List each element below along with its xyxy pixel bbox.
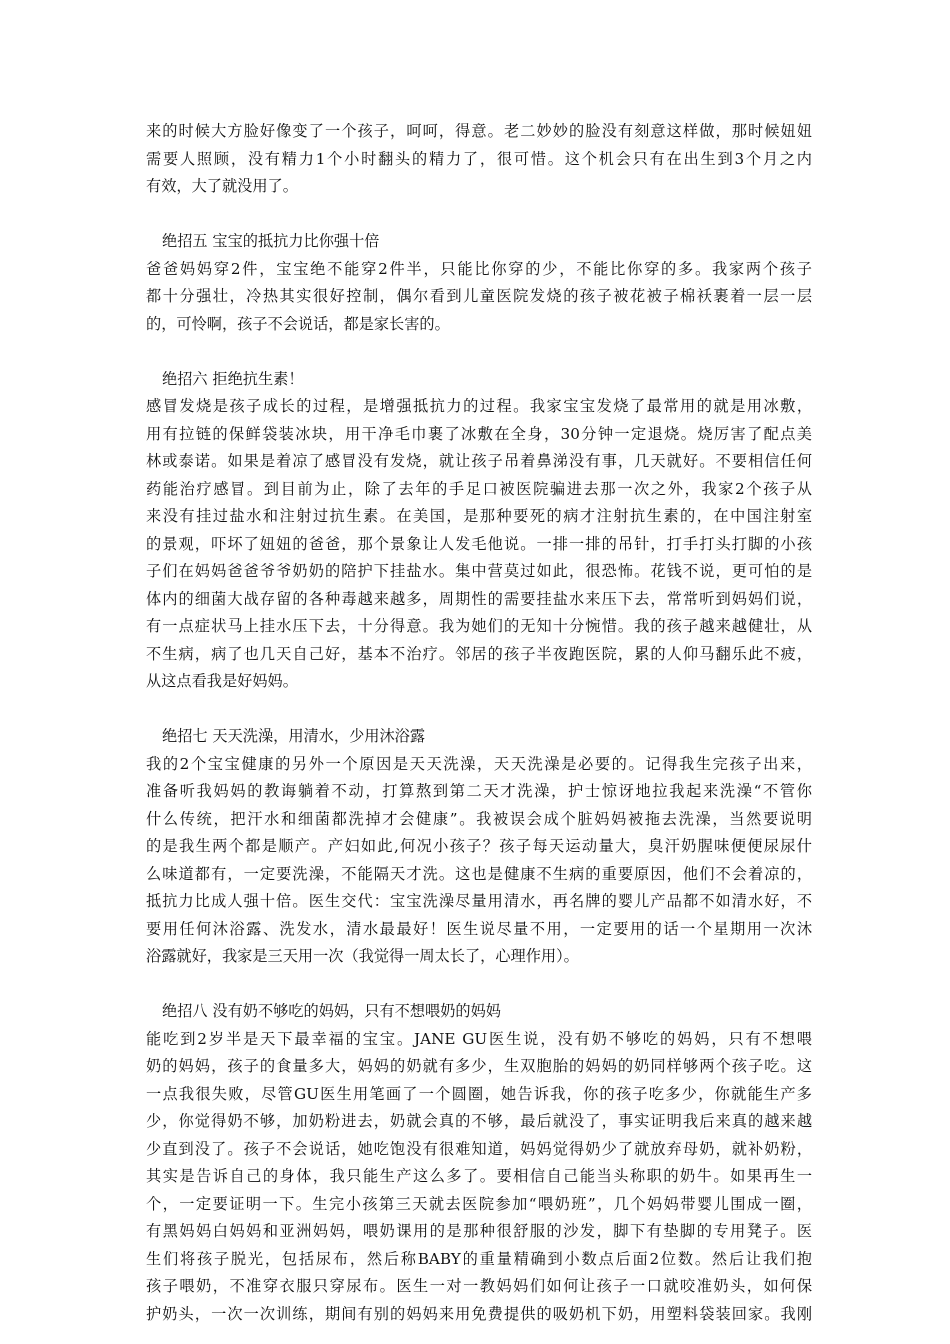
paragraph-spacer — [146, 971, 812, 999]
section-heading: 绝招八 没有奶不够吃的妈妈，只有不想喂奶的妈妈 — [162, 1002, 501, 1020]
text-line: 个，一定要证明一下。生完小孩第三天就去医院参加“喂奶班”，几个妈妈带婴儿围成一圈， — [146, 1194, 812, 1213]
text-line: 有一点症状马上挂水压下去，十分得意。我为她们的无知十分惋惜。我的孩子越来越健壮，从 — [146, 617, 812, 635]
text-line: 少，你觉得奶不够，加奶粉进去，奶就会真的不够，最后就没了，事实证明我后来真的越来越 — [146, 1112, 812, 1130]
text-line: 来的时候大方脸好像变了一个孩子，呵呵，得意。老二妙妙的脸没有刻意这样做，那时候妞妞 — [146, 122, 812, 140]
text-line: 的是我生两个都是顺产。产妇如此,何况小孩子？孩子每天运动量大，臭汗奶腥味便便尿尿什 — [146, 837, 812, 855]
text-line: 有黑妈妈白妈妈和亚洲妈妈，喂奶课用的是那种很舒服的沙发，脚下有垫脚的专用凳子。医 — [146, 1222, 812, 1240]
section-tip-5 — [146, 228, 812, 338]
section-tip-6 — [146, 366, 812, 696]
text-line: 从这点看我是好妈妈。 — [146, 672, 298, 690]
section-tip-8 — [146, 998, 812, 1328]
intro-paragraph — [146, 118, 812, 201]
text-line: 有效，大了就没用了。 — [146, 177, 298, 195]
text-line: 准备听我妈妈的教诲躺着不动，打算熬到第二天才洗澡，护士惊讶地拉我起来洗澡“不管你 — [146, 782, 812, 800]
text-line: 孩子喂奶，不准穿衣服只穿尿布。医生一对一教妈妈们如何让孩子一口就咬准奶头，如何保 — [146, 1277, 812, 1295]
text-line: 抵抗力比成人强十倍。医生交代：宝宝洗澡尽量用清水，再名牌的婴儿产品都不如清水好，不 — [146, 892, 812, 910]
section-heading: 绝招六 拒绝抗生素！ — [162, 369, 304, 388]
text-line: 感冒发烧是孩子成长的过程，是增强抵抗力的过程。我家宝宝发烧了最常用的就是用冰敷， — [146, 397, 812, 415]
paragraph-spacer — [146, 201, 812, 229]
text-line: 什么传统，把汗水和细菌都洗掉才会健康”。我被误会成个脏妈妈被拖去洗澡，当然要说明 — [146, 809, 812, 828]
text-line: 少直到没了。孩子不会说话，她吃饱没有很难知道，妈妈觉得奶少了就放弃母奶，就补奶粉， — [146, 1139, 812, 1158]
text-line: 需要人照顾，没有精力1个小时翻头的精力了，很可惜。这个机会只有在出生到3个月之内 — [146, 149, 812, 168]
paragraph-spacer — [146, 338, 812, 366]
text-line: 生们将孩子脱光，包括尿布，然后称BABY的重量精确到小数点后面2位数。然后让我们抱 — [146, 1249, 812, 1268]
text-line: 么味道都有，一定要洗澡，不能隔天才洗。这也是健康不生病的重要原因，他们不会着凉的， — [146, 864, 812, 883]
section-tip-7 — [146, 723, 812, 971]
text-line: 林或泰诺。如果是着凉了感冒没有发烧，就让孩子吊着鼻涕没有事，几天就好。不要相信任何 — [146, 452, 812, 470]
text-line: 奶的妈妈，孩子的食量多大，妈妈的奶就有多少，生双胞胎的妈妈的奶同样够两个孩子吃。这 — [146, 1057, 812, 1075]
section-heading: 绝招七 天天洗澡，用清水，少用沐浴露 — [162, 727, 426, 745]
text-line: 爸爸妈妈穿2件，宝宝绝不能穿2件半，只能比你穿的少，不能比你穿的多。我家两个孩子 — [146, 259, 812, 278]
text-line: 子们在妈妈爸爸爷爷奶奶的陪护下挂盐水。集中营莫过如此，很恐怖。花钱不说，更可怕的是 — [146, 562, 812, 580]
document-page — [146, 118, 812, 1328]
text-line: 要用任何沐浴露、洗发水，清水最最好！医生说尽量不用，一定要用的话一个星期用一次沐 — [146, 919, 812, 938]
text-line: 药能治疗感冒。到目前为止，除了去年的手足口被医院骗进去那一次之外，我家2个孩子从 — [146, 479, 812, 498]
section-heading: 绝招五 宝宝的抵抗力比你强十倍 — [162, 232, 380, 250]
text-line: 来没有挂过盐水和注射过抗生素。在美国，是那种要死的病才注射抗生素的，在中国注射室 — [146, 507, 812, 525]
paragraph-spacer — [146, 696, 812, 724]
text-line: 其实是告诉自己的身体，我只能生产这么多了。要相信自己能当头称职的奶牛。如果再生一 — [146, 1167, 812, 1185]
text-line: 的景观，吓坏了妞妞的爸爸，那个景象让人发毛他说。一排一排的吊针，打手打头打脚的小孩 — [146, 534, 812, 553]
text-line: 我的2个宝宝健康的另外一个原因是天天洗澡，天天洗澡是必要的。记得我生完孩子出来， — [146, 754, 812, 773]
text-line: 都十分强壮，冷热其实很好控制，偶尔看到儿童医院发烧的孩子被花被子棉袄裹着一层一层 — [146, 287, 812, 305]
text-line: 不生病，病了也几天自己好，基本不治疗。邻居的孩子半夜跑医院，累的人仰马翻乐此不疲， — [146, 644, 812, 663]
text-line: 护奶头，一次一次训练，期间有别的妈妈来用免费提供的吸奶机下奶，用塑料袋装回家。我刚 — [146, 1304, 812, 1323]
text-line: 用有拉链的保鲜袋装冰块，用干净毛巾裹了冰敷在全身，30分钟一定退烧。烧厉害了配点美 — [146, 424, 812, 443]
text-line: 浴露就好，我家是三天用一次（我觉得一周太长了，心理作用）。 — [146, 947, 579, 965]
text-line: 一点我很失败，尽管GU医生用笔画了一个圆圈，她告诉我，你的孩子吃多少，你就能生产多 — [146, 1084, 812, 1103]
text-line: 能吃到2岁半是天下最幸福的宝宝。JANE GU医生说，没有奶不够吃的妈妈，只有不想喂 — [146, 1029, 812, 1048]
text-line: 体内的细菌大战存留的各种毒越来越多，周期性的需要挂盐水来压下去，常常听到妈妈们说， — [146, 589, 812, 608]
text-line: 的，可怜啊，孩子不会说话，都是家长害的。 — [146, 314, 450, 333]
